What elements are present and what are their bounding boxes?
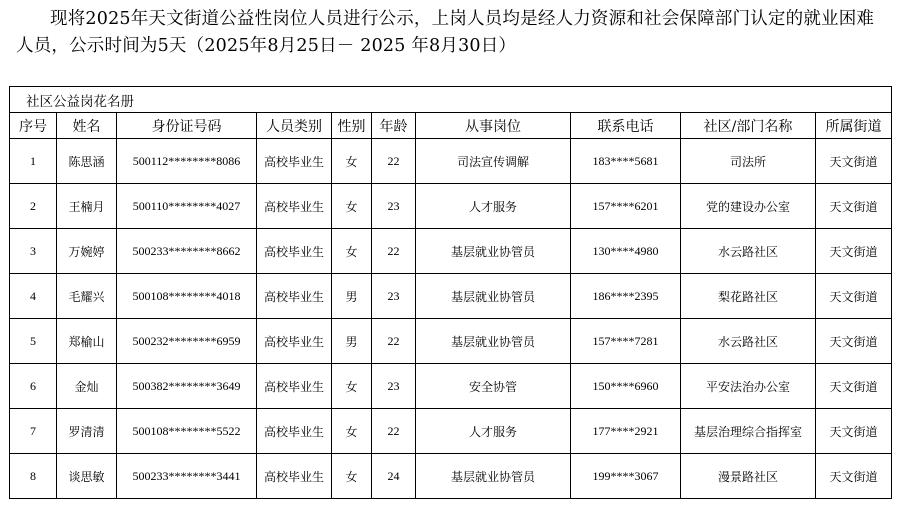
cell-post: 司法宣传调解 bbox=[416, 139, 571, 184]
cell-age: 22 bbox=[372, 229, 416, 274]
cell-no: 8 bbox=[10, 454, 57, 499]
cell-id: 500233********3441 bbox=[117, 454, 257, 499]
cell-phone: 183****5681 bbox=[571, 139, 681, 184]
header-category: 人员类别 bbox=[257, 113, 332, 139]
cell-age: 23 bbox=[372, 184, 416, 229]
cell-gender: 女 bbox=[332, 139, 372, 184]
header-no: 序号 bbox=[10, 113, 57, 139]
cell-gender: 女 bbox=[332, 409, 372, 454]
cell-dept: 漫景路社区 bbox=[681, 454, 816, 499]
cell-phone: 130****4980 bbox=[571, 229, 681, 274]
header-post: 从事岗位 bbox=[416, 113, 571, 139]
cell-street: 天文街道 bbox=[816, 409, 892, 454]
header-phone: 联系电话 bbox=[571, 113, 681, 139]
cell-id: 500233********8662 bbox=[117, 229, 257, 274]
cell-street: 天文街道 bbox=[816, 229, 892, 274]
cell-phone: 186****2395 bbox=[571, 274, 681, 319]
cell-no: 7 bbox=[10, 409, 57, 454]
cell-category: 高校毕业生 bbox=[257, 184, 332, 229]
cell-post: 基层就业协管员 bbox=[416, 454, 571, 499]
cell-category: 高校毕业生 bbox=[257, 139, 332, 184]
cell-phone: 157****7281 bbox=[571, 319, 681, 364]
header-age: 年龄 bbox=[372, 113, 416, 139]
cell-no: 6 bbox=[10, 364, 57, 409]
cell-no: 2 bbox=[10, 184, 57, 229]
cell-no: 5 bbox=[10, 319, 57, 364]
cell-dept: 司法所 bbox=[681, 139, 816, 184]
cell-street: 天文街道 bbox=[816, 454, 892, 499]
table-row bbox=[10, 229, 892, 274]
cell-name: 谈思敏 bbox=[57, 454, 117, 499]
cell-no: 4 bbox=[10, 274, 57, 319]
header-street: 所属街道 bbox=[816, 113, 892, 139]
cell-name: 金灿 bbox=[57, 364, 117, 409]
cell-street: 天文街道 bbox=[816, 364, 892, 409]
cell-id: 500110********4027 bbox=[117, 184, 257, 229]
header-name: 姓名 bbox=[57, 113, 117, 139]
cell-post: 基层就业协管员 bbox=[416, 274, 571, 319]
cell-phone: 177****2921 bbox=[571, 409, 681, 454]
cell-no: 3 bbox=[10, 229, 57, 274]
cell-gender: 男 bbox=[332, 319, 372, 364]
cell-post: 人才服务 bbox=[416, 409, 571, 454]
cell-post: 基层就业协管员 bbox=[416, 319, 571, 364]
header-dept: 社区/部门名称 bbox=[681, 113, 816, 139]
cell-gender: 女 bbox=[332, 184, 372, 229]
cell-street: 天文街道 bbox=[816, 184, 892, 229]
cell-no: 1 bbox=[10, 139, 57, 184]
cell-category: 高校毕业生 bbox=[257, 364, 332, 409]
table-row bbox=[10, 364, 892, 409]
cell-street: 天文街道 bbox=[816, 139, 892, 184]
table-row bbox=[10, 139, 892, 184]
cell-name: 毛耀兴 bbox=[57, 274, 117, 319]
cell-street: 天文街道 bbox=[816, 319, 892, 364]
cell-dept: 基层治理综合指挥室 bbox=[681, 409, 816, 454]
cell-phone: 157****6201 bbox=[571, 184, 681, 229]
cell-id: 500382********3649 bbox=[117, 364, 257, 409]
cell-gender: 女 bbox=[332, 454, 372, 499]
cell-post: 基层就业协管员 bbox=[416, 229, 571, 274]
cell-dept: 梨花路社区 bbox=[681, 274, 816, 319]
cell-age: 24 bbox=[372, 454, 416, 499]
cell-name: 陈思涵 bbox=[57, 139, 117, 184]
cell-dept: 水云路社区 bbox=[681, 229, 816, 274]
table-caption: 社区公益岗花名册 bbox=[10, 87, 892, 113]
cell-category: 高校毕业生 bbox=[257, 454, 332, 499]
cell-age: 23 bbox=[372, 364, 416, 409]
cell-name: 王楠月 bbox=[57, 184, 117, 229]
cell-id: 500108********4018 bbox=[117, 274, 257, 319]
cell-name: 罗清清 bbox=[57, 409, 117, 454]
cell-gender: 女 bbox=[332, 229, 372, 274]
cell-dept: 水云路社区 bbox=[681, 319, 816, 364]
table-row bbox=[10, 184, 892, 229]
header-id: 身份证号码 bbox=[117, 113, 257, 139]
cell-gender: 女 bbox=[332, 364, 372, 409]
cell-phone: 199****3067 bbox=[571, 454, 681, 499]
header-gender: 性别 bbox=[332, 113, 372, 139]
cell-phone: 150****6960 bbox=[571, 364, 681, 409]
cell-age: 22 bbox=[372, 319, 416, 364]
table-row bbox=[10, 274, 892, 319]
cell-age: 23 bbox=[372, 274, 416, 319]
cell-name: 郑榆山 bbox=[57, 319, 117, 364]
table-caption-row bbox=[10, 87, 892, 113]
cell-category: 高校毕业生 bbox=[257, 274, 332, 319]
cell-gender: 男 bbox=[332, 274, 372, 319]
cell-dept: 平安法治办公室 bbox=[681, 364, 816, 409]
cell-id: 500232********6959 bbox=[117, 319, 257, 364]
cell-age: 22 bbox=[372, 139, 416, 184]
notice-paragraph: 现将2025年天文街道公益性岗位人员进行公示，上岗人员均是经人力资源和社会保障部门认定的就业困难人员，公示时间为5天（2025年8月25日－ 2025 年8月30日） bbox=[16, 9, 875, 56]
cell-id: 500108********5522 bbox=[117, 409, 257, 454]
cell-post: 人才服务 bbox=[416, 184, 571, 229]
cell-category: 高校毕业生 bbox=[257, 229, 332, 274]
cell-dept: 党的建设办公室 bbox=[681, 184, 816, 229]
cell-category: 高校毕业生 bbox=[257, 319, 332, 364]
cell-category: 高校毕业生 bbox=[257, 409, 332, 454]
cell-post: 安全协管 bbox=[416, 364, 571, 409]
cell-street: 天文街道 bbox=[816, 274, 892, 319]
cell-id: 500112********8086 bbox=[117, 139, 257, 184]
cell-age: 22 bbox=[372, 409, 416, 454]
cell-name: 万婉婷 bbox=[57, 229, 117, 274]
table-row bbox=[10, 319, 892, 364]
table-row bbox=[10, 454, 892, 499]
table-row bbox=[10, 409, 892, 454]
table-header-row bbox=[10, 113, 892, 139]
roster-table bbox=[9, 86, 892, 499]
